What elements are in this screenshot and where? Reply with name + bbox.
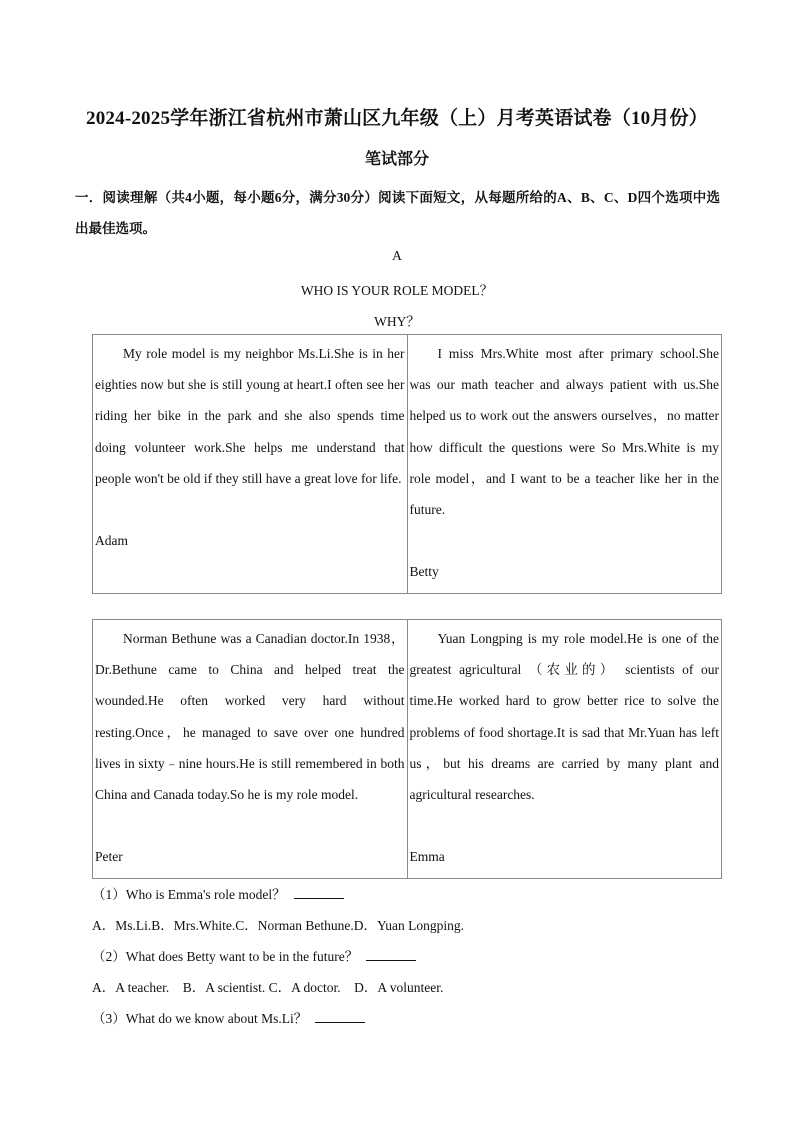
question-text: （1）Who is Emma's role model？ bbox=[92, 887, 286, 902]
role-model-cell-emma bbox=[407, 620, 722, 879]
role-model-table-2 bbox=[92, 619, 722, 879]
author-name: Peter bbox=[95, 849, 123, 865]
question-text: （3）What do we know about Ms.Li？ bbox=[92, 1011, 308, 1026]
passage-letter: A bbox=[392, 248, 402, 263]
author-name: Emma bbox=[409, 849, 445, 865]
role-model-cell-adam bbox=[93, 335, 408, 594]
role-model-text: My role model is my neighbor Ms.Li.She is in her eighties now but she is still young at heart.I often see her riding her bike in the park and she also spends time doing volunteer work.She helps me understand that people won't be old if they still have a great love for life. bbox=[95, 346, 405, 486]
section-title: 笔试部分 bbox=[364, 151, 429, 168]
question-1 bbox=[92, 883, 344, 903]
question-2-options: A．A teacher. B．A scientist. C．A doctor. D．A volunteer. bbox=[92, 980, 444, 995]
question-text: （2）What does Betty want to be in the future？ bbox=[92, 949, 359, 964]
role-model-cell-betty bbox=[407, 335, 722, 594]
answer-blank[interactable] bbox=[294, 886, 344, 899]
role-model-text: Norman Bethune was a Canadian doctor.In 1938，Dr.Bethune came to China and helped treat the wounded.He often worked very hard without resting.Once，he managed to save over one hundred lives in sixty﹣nine hours.He is still remembered in both China and Canada today.So he is my role model. bbox=[95, 631, 405, 803]
exam-title: 2024-2025学年浙江省杭州市萧山区九年级（上）月考英语试卷（10月份） bbox=[86, 108, 708, 129]
role-model-text: Yuan Longping is my role model.He is one of the greatest agricultural （农业的） scientists of our time.He worked hard to grow better rice to solve the problems of food shortage.It is sad that Mr.Yuan has left us，but his dreams are carried by many plant and agricultural researches. bbox=[409, 631, 719, 803]
part-instruction: 一．阅读理解（共4小题，每小题6分，满分30分）阅读下面短文，从每题所给的A、B、C、D四个选项中选出最佳选项。 bbox=[75, 190, 720, 236]
question-2 bbox=[92, 945, 416, 965]
question-1-options: A．Ms.Li.B．Mrs.White.C．Norman Bethune.D．Yuan Longping. bbox=[92, 918, 464, 933]
answer-blank[interactable] bbox=[315, 1010, 365, 1023]
answer-blank[interactable] bbox=[366, 948, 416, 961]
author-name: Betty bbox=[409, 564, 439, 580]
passage-title: WHO IS YOUR ROLE MODEL？ bbox=[300, 283, 494, 298]
question-3 bbox=[92, 1007, 365, 1027]
author-name: Adam bbox=[95, 533, 128, 549]
role-model-text: I miss Mrs.White most after primary school.She was our math teacher and always patient with us.She helped us to work out the answers ourselves，no matter how difficult the questions were So Mrs.White is my role model，and I want to be a teacher like her in the future. bbox=[409, 346, 719, 518]
passage-subtitle: WHY？ bbox=[374, 314, 420, 329]
role-model-cell-peter bbox=[93, 620, 408, 879]
role-model-table-1 bbox=[92, 334, 722, 594]
